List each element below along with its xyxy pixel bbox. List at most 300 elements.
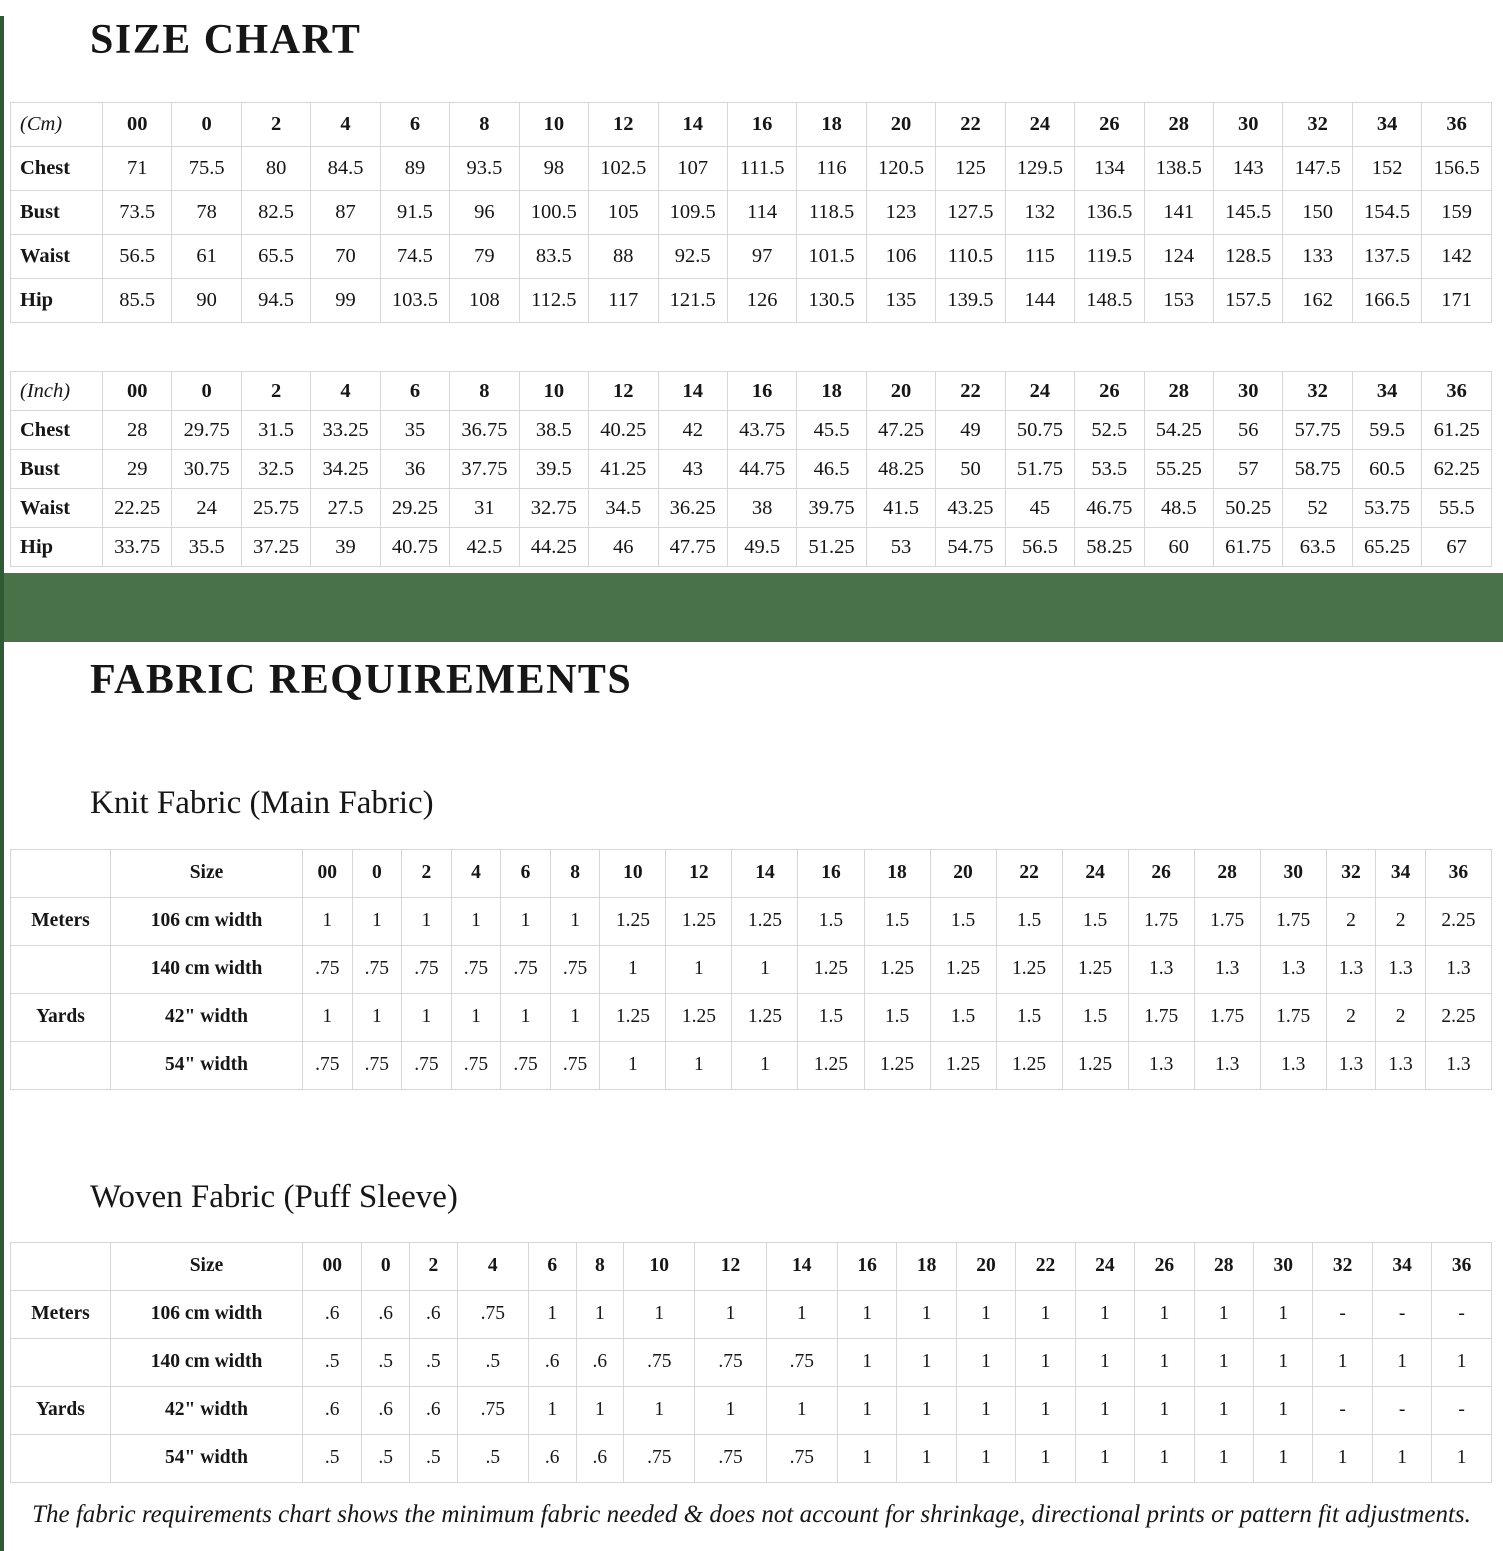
measurement-value: 54.25 [1144, 411, 1213, 450]
fabric-amount-value: .6 [528, 1434, 576, 1482]
fabric-amount-value: 1.75 [1128, 993, 1194, 1041]
size-col-header: 16 [727, 103, 796, 147]
size-col-header: 12 [589, 372, 658, 411]
fabric-amount-value: 1.25 [996, 1041, 1062, 1089]
size-col-header: 8 [450, 103, 519, 147]
measurement-row [11, 235, 1492, 279]
size-col-header: 32 [1326, 849, 1376, 897]
measurement-value: 46 [589, 528, 658, 567]
fabric-amount-value: .75 [451, 945, 501, 993]
measurement-value: 44.25 [519, 528, 588, 567]
fabric-amount-value: 1 [576, 1386, 624, 1434]
fabric-amount-value: .75 [624, 1338, 695, 1386]
unit-group-label: Meters [11, 897, 111, 945]
size-col-header: 14 [732, 849, 798, 897]
size-col-header: 24 [1005, 372, 1074, 411]
measurement-value: 40.75 [380, 528, 449, 567]
measurement-value: 96 [450, 191, 519, 235]
unit-label: (Inch) [11, 372, 103, 411]
size-col-header: 36 [1425, 849, 1491, 897]
measurement-label: Waist [11, 235, 103, 279]
fabric-amount-value: 1.5 [1062, 993, 1128, 1041]
fabric-amount-value: .75 [766, 1434, 837, 1482]
measurement-value: 153 [1144, 279, 1213, 323]
size-col-header: 16 [727, 372, 796, 411]
fabric-amount-value: 1.25 [1062, 1041, 1128, 1089]
measurement-row [11, 489, 1492, 528]
fabric-amount-value: .5 [303, 1434, 362, 1482]
size-col-header: 2 [241, 103, 310, 147]
measurement-value: 32.75 [519, 489, 588, 528]
measurement-value: 116 [797, 147, 866, 191]
size-col-header: 14 [658, 103, 727, 147]
fabric-amount-value: 1.75 [1194, 897, 1260, 945]
header-row [11, 849, 1492, 897]
size-col-header: 4 [451, 849, 501, 897]
measurement-value: 33.25 [311, 411, 380, 450]
fabric-amount-value: .5 [303, 1338, 362, 1386]
measurement-value: 53.75 [1352, 489, 1421, 528]
measurement-value: 57 [1214, 450, 1283, 489]
measurement-value: 115 [1005, 235, 1074, 279]
fabric-amount-value: 1.3 [1260, 945, 1326, 993]
fabric-amount-value: 1 [666, 1041, 732, 1089]
measurement-value: 50 [936, 450, 1005, 489]
fabric-row [11, 1434, 1492, 1482]
fabric-amount-value: 1 [695, 1290, 766, 1338]
unit-group-label: Yards [11, 993, 111, 1041]
measurement-value: 42 [658, 411, 727, 450]
fabric-amount-value: 1.25 [732, 993, 798, 1041]
fabric-amount-value: 1.25 [1062, 945, 1128, 993]
measurement-value: 37.25 [241, 528, 310, 567]
measurement-value: 101.5 [797, 235, 866, 279]
fabric-amount-value: 1 [451, 993, 501, 1041]
size-col-header: 18 [797, 103, 866, 147]
fabric-row [11, 1041, 1492, 1089]
fabric-amount-value: 1.5 [798, 993, 864, 1041]
fabric-amount-value: 1 [451, 897, 501, 945]
size-col-header: 14 [766, 1242, 837, 1290]
fabric-amount-value: 1 [1075, 1338, 1134, 1386]
fabric-amount-value: .75 [303, 945, 353, 993]
measurement-value: 156.5 [1422, 147, 1492, 191]
fabric-amount-value: .75 [550, 1041, 600, 1089]
size-col-header: 24 [1075, 1242, 1134, 1290]
measurement-value: 125 [936, 147, 1005, 191]
measurement-value: 154.5 [1352, 191, 1421, 235]
measurement-value: 143 [1214, 147, 1283, 191]
size-col-header: 26 [1075, 103, 1144, 147]
fabric-amount-value: 1.25 [996, 945, 1062, 993]
fabric-amount-value: 1 [1372, 1338, 1431, 1386]
measurement-value: 98 [519, 147, 588, 191]
fabric-amount-value: .75 [451, 1041, 501, 1089]
fabric-amount-value: - [1372, 1290, 1431, 1338]
measurement-value: 75.5 [172, 147, 241, 191]
measurement-value: 127.5 [936, 191, 1005, 235]
measurement-value: 138.5 [1144, 147, 1213, 191]
size-col-header: 22 [1016, 1242, 1075, 1290]
fabric-amount-value: 1.25 [930, 1041, 996, 1089]
size-col-header: 26 [1075, 372, 1144, 411]
measurement-value: 123 [866, 191, 935, 235]
fabric-amount-value: .6 [362, 1386, 410, 1434]
measurement-value: 97 [727, 235, 796, 279]
measurement-label: Bust [11, 191, 103, 235]
fabric-amount-value: 1 [501, 993, 551, 1041]
fabric-amount-value: 1.3 [1425, 1041, 1491, 1089]
corner-cell [11, 849, 111, 897]
fabric-amount-value: 1 [624, 1290, 695, 1338]
size-col-header: 00 [103, 372, 172, 411]
fabric-amount-value: 1 [837, 1290, 896, 1338]
measurement-value: 145.5 [1214, 191, 1283, 235]
measurement-value: 107 [658, 147, 727, 191]
measurement-value: 52 [1283, 489, 1352, 528]
measurement-value: 43.75 [727, 411, 796, 450]
measurement-label: Hip [11, 528, 103, 567]
fabric-amount-value: .75 [501, 945, 551, 993]
fabric-width-label: 106 cm width [111, 897, 303, 945]
fabric-amount-value: 1 [837, 1338, 896, 1386]
size-col-header: 28 [1194, 849, 1260, 897]
fabric-amount-value: 1.5 [996, 993, 1062, 1041]
fabric-amount-value: - [1432, 1290, 1492, 1338]
size-col-header: 28 [1144, 372, 1213, 411]
fabric-row [11, 1386, 1492, 1434]
measurement-label: Hip [11, 279, 103, 323]
measurement-value: 52.5 [1075, 411, 1144, 450]
fabric-amount-value: .6 [303, 1386, 362, 1434]
measurement-value: 133 [1283, 235, 1352, 279]
fabric-amount-value: - [1372, 1386, 1431, 1434]
measurement-value: 56.5 [103, 235, 172, 279]
size-col-header: 20 [956, 1242, 1015, 1290]
size-col-header: 34 [1372, 1242, 1431, 1290]
measurement-value: 126 [727, 279, 796, 323]
measurement-value: 73.5 [103, 191, 172, 235]
measurement-value: 91.5 [380, 191, 449, 235]
measurement-value: 93.5 [450, 147, 519, 191]
size-col-header: 6 [528, 1242, 576, 1290]
size-col-header: 6 [380, 103, 449, 147]
measurement-value: 35.5 [172, 528, 241, 567]
measurement-value: 90 [172, 279, 241, 323]
fabric-amount-value: 1.5 [1062, 897, 1128, 945]
measurement-value: 130.5 [797, 279, 866, 323]
fabric-amount-value: 1 [1254, 1386, 1313, 1434]
measurement-value: 39 [311, 528, 380, 567]
measurement-value: 88 [589, 235, 658, 279]
fabric-amount-value: 1 [550, 993, 600, 1041]
fabric-amount-value: 1 [352, 897, 402, 945]
fabric-amount-value: .6 [576, 1434, 624, 1482]
measurement-value: 39.5 [519, 450, 588, 489]
measurement-value: 56 [1214, 411, 1283, 450]
measurement-value: 41.25 [589, 450, 658, 489]
fabric-amount-value: 1.3 [1260, 1041, 1326, 1089]
fabric-amount-value: 1 [1254, 1290, 1313, 1338]
measurement-value: 55.25 [1144, 450, 1213, 489]
measurement-value: 103.5 [380, 279, 449, 323]
fabric-width-label: 54" width [111, 1434, 303, 1482]
measurement-value: 136.5 [1075, 191, 1144, 235]
measurement-value: 121.5 [658, 279, 727, 323]
measurement-value: 49.5 [727, 528, 796, 567]
measurement-value: 139.5 [936, 279, 1005, 323]
corner-cell [11, 1242, 111, 1290]
fabric-amount-value: 1 [1313, 1434, 1372, 1482]
size-chart-cm-table [10, 102, 1492, 323]
fabric-amount-value: 1 [576, 1290, 624, 1338]
size-col-header: 2 [402, 849, 452, 897]
measurement-value: 74.5 [380, 235, 449, 279]
fabric-amount-value: 1.25 [600, 897, 666, 945]
fabric-amount-value: 1.3 [1128, 1041, 1194, 1089]
size-col-header: 00 [303, 1242, 362, 1290]
page-left-border [0, 16, 4, 1551]
fabric-amount-value: 1 [837, 1434, 896, 1482]
size-chart-section [0, 16, 1503, 567]
fabric-amount-value: 1 [956, 1290, 1015, 1338]
fabric-row [11, 1290, 1492, 1338]
fabric-amount-value: .75 [303, 1041, 353, 1089]
fabric-amount-value: 2 [1326, 897, 1376, 945]
measurement-value: 54.75 [936, 528, 1005, 567]
size-col-header: 34 [1352, 103, 1421, 147]
fabric-amount-value: 1.3 [1326, 1041, 1376, 1089]
unit-group-label [11, 945, 111, 993]
size-col-header: 34 [1376, 849, 1426, 897]
fabric-amount-value: 1.25 [798, 1041, 864, 1089]
measurement-value: 38.5 [519, 411, 588, 450]
fabric-amount-value: 1 [528, 1386, 576, 1434]
measurement-value: 47.75 [658, 528, 727, 567]
fabric-amount-value: 1 [1254, 1338, 1313, 1386]
size-col-header: 0 [172, 372, 241, 411]
size-col-header: 6 [380, 372, 449, 411]
measurement-value: 58.75 [1283, 450, 1352, 489]
fabric-amount-value: 1 [1135, 1386, 1194, 1434]
size-col-header: 34 [1352, 372, 1421, 411]
measurement-value: 45 [1005, 489, 1074, 528]
size-header-label: Size [111, 1242, 303, 1290]
size-col-header: 22 [996, 849, 1062, 897]
fabric-amount-value: 1 [897, 1434, 956, 1482]
unit-label: (Cm) [11, 103, 103, 147]
size-col-header: 10 [519, 103, 588, 147]
measurement-value: 147.5 [1283, 147, 1352, 191]
measurement-value: 48.25 [866, 450, 935, 489]
measurement-value: 47.25 [866, 411, 935, 450]
measurement-value: 46.75 [1075, 489, 1144, 528]
fabric-amount-value: 1.25 [732, 897, 798, 945]
header-row [11, 1242, 1492, 1290]
measurement-row [11, 147, 1492, 191]
measurement-value: 31.5 [241, 411, 310, 450]
measurement-value: 29.75 [172, 411, 241, 450]
measurement-value: 99 [311, 279, 380, 323]
fabric-amount-value: 1 [528, 1290, 576, 1338]
size-chart-inch-table [10, 371, 1492, 567]
size-col-header: 32 [1313, 1242, 1372, 1290]
measurement-value: 100.5 [519, 191, 588, 235]
measurement-value: 25.75 [241, 489, 310, 528]
measurement-value: 135 [866, 279, 935, 323]
measurement-value: 49 [936, 411, 1005, 450]
measurement-value: 65.25 [1352, 528, 1421, 567]
fabric-amount-value: .75 [457, 1386, 528, 1434]
measurement-value: 36.25 [658, 489, 727, 528]
measurement-value: 134 [1075, 147, 1144, 191]
size-col-header: 2 [410, 1242, 458, 1290]
fabric-amount-value: 1.3 [1425, 945, 1491, 993]
fabric-amount-value: 1 [600, 945, 666, 993]
measurement-value: 48.5 [1144, 489, 1213, 528]
fabric-amount-value: .75 [695, 1434, 766, 1482]
fabric-amount-value: .75 [624, 1434, 695, 1482]
measurement-value: 141 [1144, 191, 1213, 235]
fabric-amount-value: 1 [1016, 1338, 1075, 1386]
fabric-width-label: 42" width [111, 993, 303, 1041]
measurement-value: 51.75 [1005, 450, 1074, 489]
fabric-amount-value: 1 [956, 1338, 1015, 1386]
size-header-label: Size [111, 849, 303, 897]
fabric-amount-value: 1 [837, 1386, 896, 1434]
measurement-value: 150 [1283, 191, 1352, 235]
fabric-amount-value: 1 [1016, 1386, 1075, 1434]
fabric-amount-value: 1 [1372, 1434, 1431, 1482]
fabric-amount-value: .5 [410, 1338, 458, 1386]
measurement-value: 27.5 [311, 489, 380, 528]
size-col-header: 16 [837, 1242, 896, 1290]
fabric-amount-value: .5 [457, 1338, 528, 1386]
fabric-amount-value: 1 [766, 1290, 837, 1338]
fabric-amount-value: 1 [1432, 1338, 1492, 1386]
fabric-amount-value: 1.25 [600, 993, 666, 1041]
measurement-value: 40.25 [589, 411, 658, 450]
fabric-requirements-footnote: The fabric requirements chart shows the minimum fabric needed & does not account for shrinkage, directional prints or pattern fit adjustments. [32, 1500, 1471, 1528]
measurement-row [11, 279, 1492, 323]
measurement-value: 111.5 [727, 147, 796, 191]
fabric-amount-value: 1 [1432, 1434, 1492, 1482]
measurement-value: 105 [589, 191, 658, 235]
fabric-amount-value: .6 [303, 1290, 362, 1338]
measurement-value: 78 [172, 191, 241, 235]
fabric-amount-value: 2.25 [1425, 897, 1491, 945]
measurement-value: 43.25 [936, 489, 1005, 528]
size-col-header: 00 [103, 103, 172, 147]
measurement-value: 102.5 [589, 147, 658, 191]
measurement-value: 51.25 [797, 528, 866, 567]
fabric-amount-value: 1 [956, 1434, 1015, 1482]
knit-fabric-heading: Knit Fabric (Main Fabric) [90, 784, 434, 821]
fabric-amount-value: 1.5 [996, 897, 1062, 945]
measurement-label: Waist [11, 489, 103, 528]
fabric-amount-value: 1.3 [1376, 945, 1426, 993]
measurement-value: 117 [589, 279, 658, 323]
size-col-header: 10 [600, 849, 666, 897]
fabric-amount-value: 1.3 [1194, 1041, 1260, 1089]
fabric-amount-value: 1 [1135, 1290, 1194, 1338]
fabric-amount-value: .5 [362, 1338, 410, 1386]
measurement-value: 67 [1422, 528, 1492, 567]
measurement-value: 124 [1144, 235, 1213, 279]
size-col-header: 14 [658, 372, 727, 411]
size-col-header: 18 [797, 372, 866, 411]
size-col-header: 28 [1194, 1242, 1253, 1290]
measurement-value: 162 [1283, 279, 1352, 323]
fabric-row [11, 1338, 1492, 1386]
fabric-amount-value: .75 [402, 945, 452, 993]
fabric-amount-value: 1 [402, 897, 452, 945]
measurement-value: 118.5 [797, 191, 866, 235]
fabric-amount-value: 1 [897, 1290, 956, 1338]
unit-group-label: Yards [11, 1386, 111, 1434]
fabric-amount-value: 1 [766, 1386, 837, 1434]
fabric-amount-value: 1.3 [1376, 1041, 1426, 1089]
fabric-width-label: 140 cm width [111, 945, 303, 993]
size-col-header: 8 [550, 849, 600, 897]
size-col-header: 24 [1062, 849, 1128, 897]
fabric-amount-value: 1 [666, 945, 732, 993]
fabric-amount-value: 1.5 [930, 993, 996, 1041]
fabric-amount-value: 1 [1075, 1386, 1134, 1434]
fabric-amount-value: 1 [501, 897, 551, 945]
measurement-value: 87 [311, 191, 380, 235]
size-col-header: 26 [1135, 1242, 1194, 1290]
size-col-header: 32 [1283, 103, 1352, 147]
measurement-value: 61.75 [1214, 528, 1283, 567]
measurement-value: 29 [103, 450, 172, 489]
size-col-header: 20 [866, 103, 935, 147]
size-col-header: 36 [1432, 1242, 1492, 1290]
fabric-amount-value: 1 [1016, 1434, 1075, 1482]
measurement-value: 41.5 [866, 489, 935, 528]
measurement-value: 60.5 [1352, 450, 1421, 489]
fabric-amount-value: 1.75 [1260, 897, 1326, 945]
fabric-amount-value: .5 [457, 1434, 528, 1482]
fabric-amount-value: 1.75 [1128, 897, 1194, 945]
fabric-amount-value: 1 [897, 1338, 956, 1386]
unit-group-label [11, 1434, 111, 1482]
measurement-value: 39.75 [797, 489, 866, 528]
measurement-value: 50.25 [1214, 489, 1283, 528]
measurement-value: 57.75 [1283, 411, 1352, 450]
fabric-amount-value: .75 [402, 1041, 452, 1089]
measurement-value: 45.5 [797, 411, 866, 450]
fabric-amount-value: 1.3 [1326, 945, 1376, 993]
unit-group-label [11, 1041, 111, 1089]
measurement-value: 60 [1144, 528, 1213, 567]
measurement-value: 38 [727, 489, 796, 528]
fabric-amount-value: .6 [410, 1290, 458, 1338]
measurement-label: Chest [11, 411, 103, 450]
size-col-header: 10 [624, 1242, 695, 1290]
fabric-amount-value: 1.75 [1194, 993, 1260, 1041]
measurement-value: 112.5 [519, 279, 588, 323]
fabric-amount-value: .6 [528, 1338, 576, 1386]
measurement-value: 70 [311, 235, 380, 279]
size-col-header: 22 [936, 103, 1005, 147]
size-col-header: 30 [1214, 372, 1283, 411]
fabric-amount-value: 1.3 [1194, 945, 1260, 993]
measurement-value: 30.75 [172, 450, 241, 489]
size-col-header: 32 [1283, 372, 1352, 411]
measurement-value: 29.25 [380, 489, 449, 528]
measurement-row [11, 411, 1492, 450]
